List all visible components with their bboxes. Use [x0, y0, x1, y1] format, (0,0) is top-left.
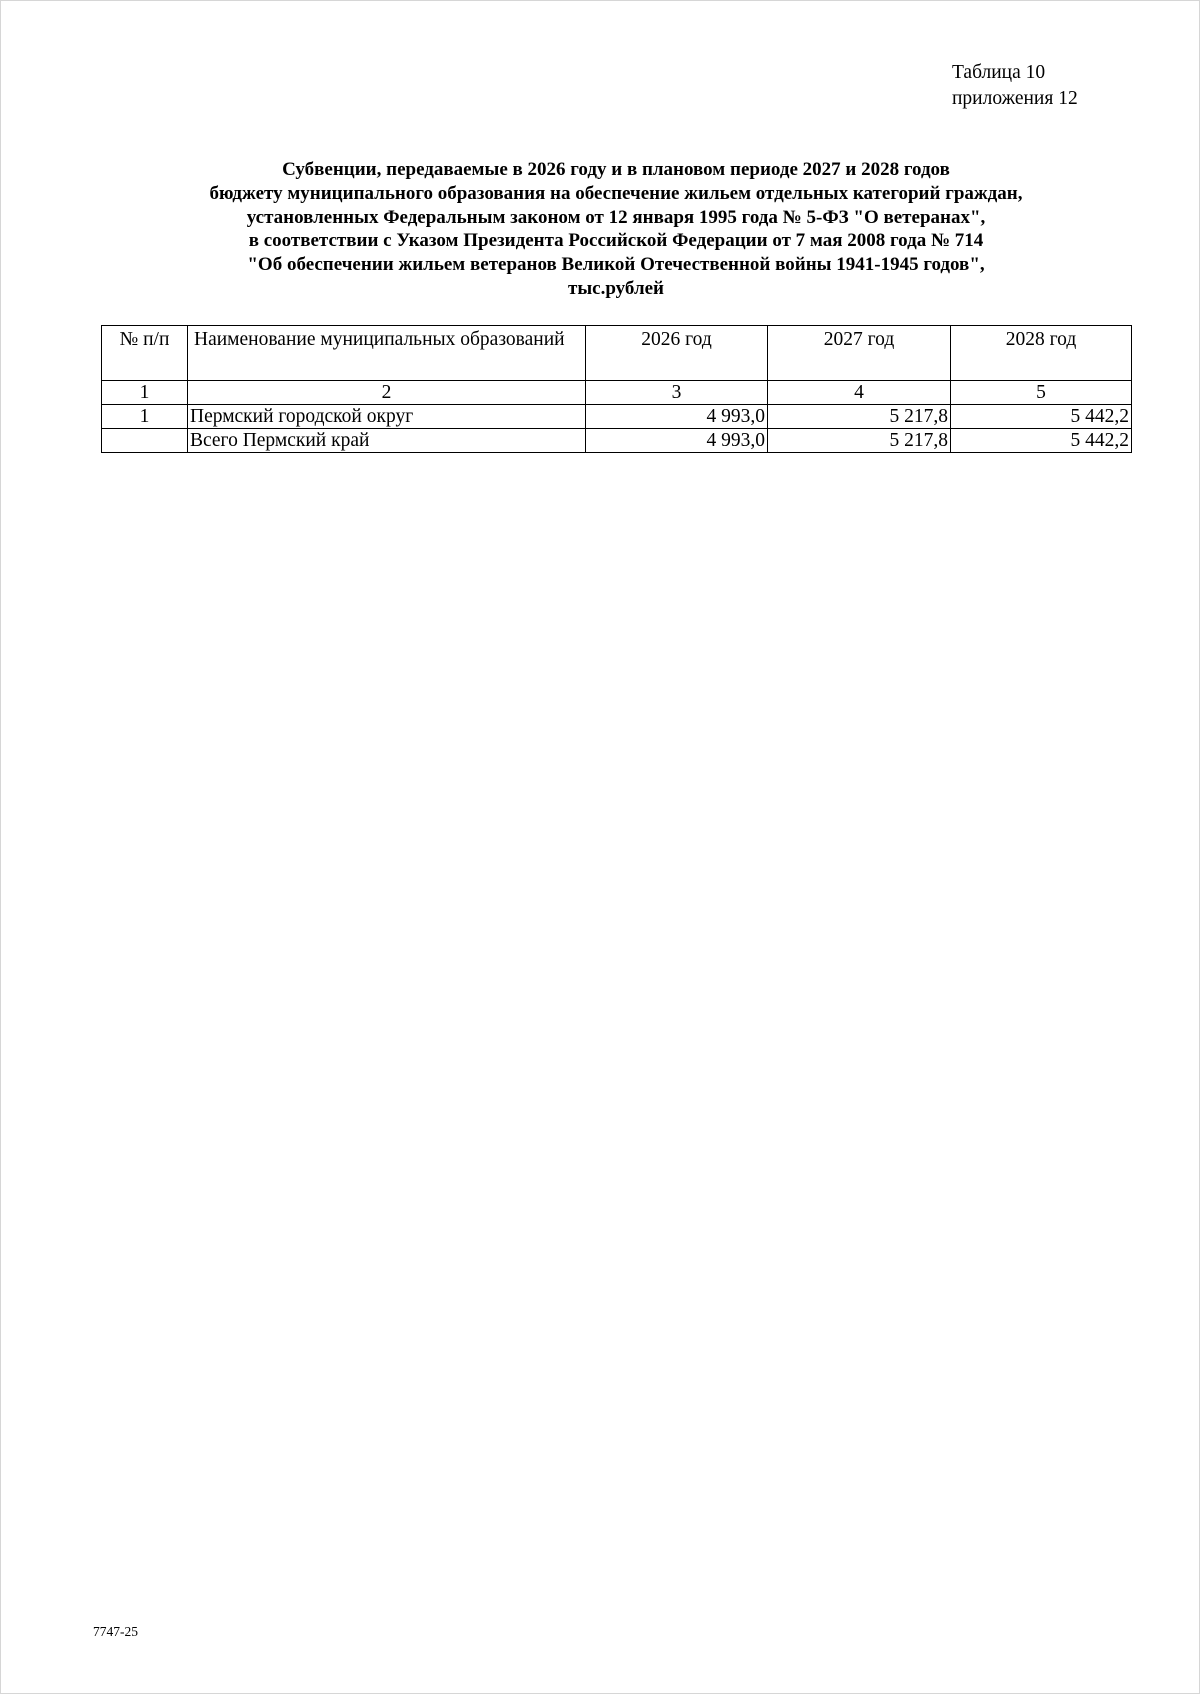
column-number: 4 — [768, 381, 951, 405]
header-no: № п/п — [102, 326, 188, 381]
header-2028: 2028 год — [951, 326, 1132, 381]
total-2026: 4 993,0 — [586, 429, 768, 453]
total-2027: 5 217,8 — [768, 429, 951, 453]
column-number: 3 — [586, 381, 768, 405]
value-2026: 4 993,0 — [586, 405, 768, 429]
title-line: Субвенции, передаваемые в 2026 году и в плановом периоде 2027 и 2028 годов — [282, 159, 950, 180]
row-number — [102, 429, 188, 453]
units-label: тыс.рублей — [568, 277, 664, 299]
header-name: Наименование муниципальных образований — [188, 326, 586, 381]
title-line: "Об обеспечении жильем ветеранов Великой Отечественной войны 1941-1945 годов", — [247, 254, 985, 276]
header-2027: 2027 год — [768, 326, 951, 381]
value-2028: 5 442,2 — [951, 405, 1132, 429]
total-label: Всего Пермский край — [188, 429, 586, 453]
document-code: 7747-25 — [93, 1624, 138, 1639]
column-numbers-row — [102, 381, 1132, 405]
table-row — [102, 405, 1132, 429]
total-row — [102, 429, 1132, 453]
column-number: 1 — [102, 381, 188, 405]
document-title — [100, 158, 1132, 301]
table-header-row — [102, 326, 1132, 381]
title-line: бюджету муниципального образования на обеспечение жильем отдельных категорий граждан, — [209, 182, 1023, 204]
value-2027: 5 217,8 — [768, 405, 951, 429]
column-number: 2 — [188, 381, 586, 405]
header-2026: 2026 год — [586, 326, 768, 381]
appendix-label: приложения 12 — [952, 88, 1078, 109]
title-line: установленных Федеральным законом от 12 января 1995 года № 5-ФЗ "О ветеранах", — [246, 206, 986, 228]
municipality-name: Пермский городской округ — [188, 405, 586, 429]
table-number-label: Таблица 10 — [952, 62, 1046, 83]
table-reference — [952, 60, 1078, 112]
row-number: 1 — [102, 405, 188, 429]
column-number: 5 — [951, 381, 1132, 405]
title-line: в соответствии с Указом Президента Российской Федерации от 7 мая 2008 года № 714 — [248, 230, 984, 252]
subventions-table — [101, 325, 1132, 453]
total-2028: 5 442,2 — [951, 429, 1132, 453]
